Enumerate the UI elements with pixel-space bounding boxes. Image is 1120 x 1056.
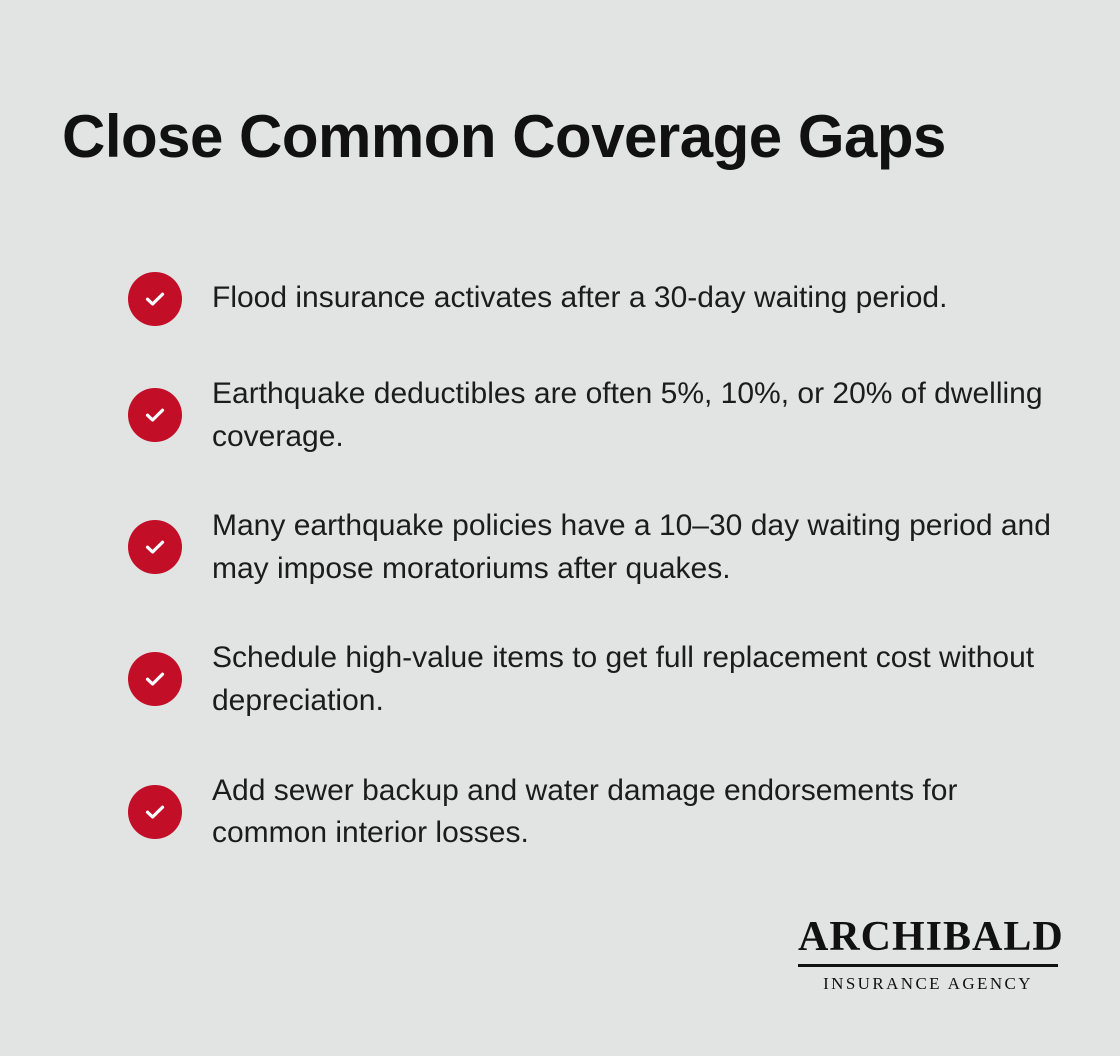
list-item-text: Many earthquake policies have a 10–30 day waiting period and may impose moratoriums after quakes. (212, 509, 1051, 585)
brand-tagline: INSURANCE AGENCY (823, 974, 1033, 993)
brand-name: ARCHIBALD (798, 916, 1058, 967)
check-circle-icon (128, 272, 182, 326)
page-title: Close Common Coverage Gaps (62, 103, 946, 170)
list-item-text: Add sewer backup and water damage endorsements for common interior losses. (212, 773, 958, 850)
list-item (128, 500, 1068, 590)
list-item-text: Earthquake deductibles are often 5%, 10%, or 20% of dwelling coverage. (212, 377, 1043, 453)
list-item (128, 765, 1068, 855)
list-item (128, 368, 1068, 458)
brand-logo (798, 914, 1064, 994)
list-item-text: Flood insurance activates after a 30-day waiting period. (212, 281, 948, 314)
check-circle-icon (128, 520, 182, 574)
list-item (128, 632, 1068, 722)
list-item-text: Schedule high-value items to get full replacement cost without depreciation. (212, 641, 1035, 717)
list-item (128, 272, 1068, 326)
check-circle-icon (128, 388, 182, 442)
check-circle-icon (128, 785, 182, 839)
coverage-gap-list (128, 272, 1068, 897)
check-circle-icon (128, 652, 182, 706)
